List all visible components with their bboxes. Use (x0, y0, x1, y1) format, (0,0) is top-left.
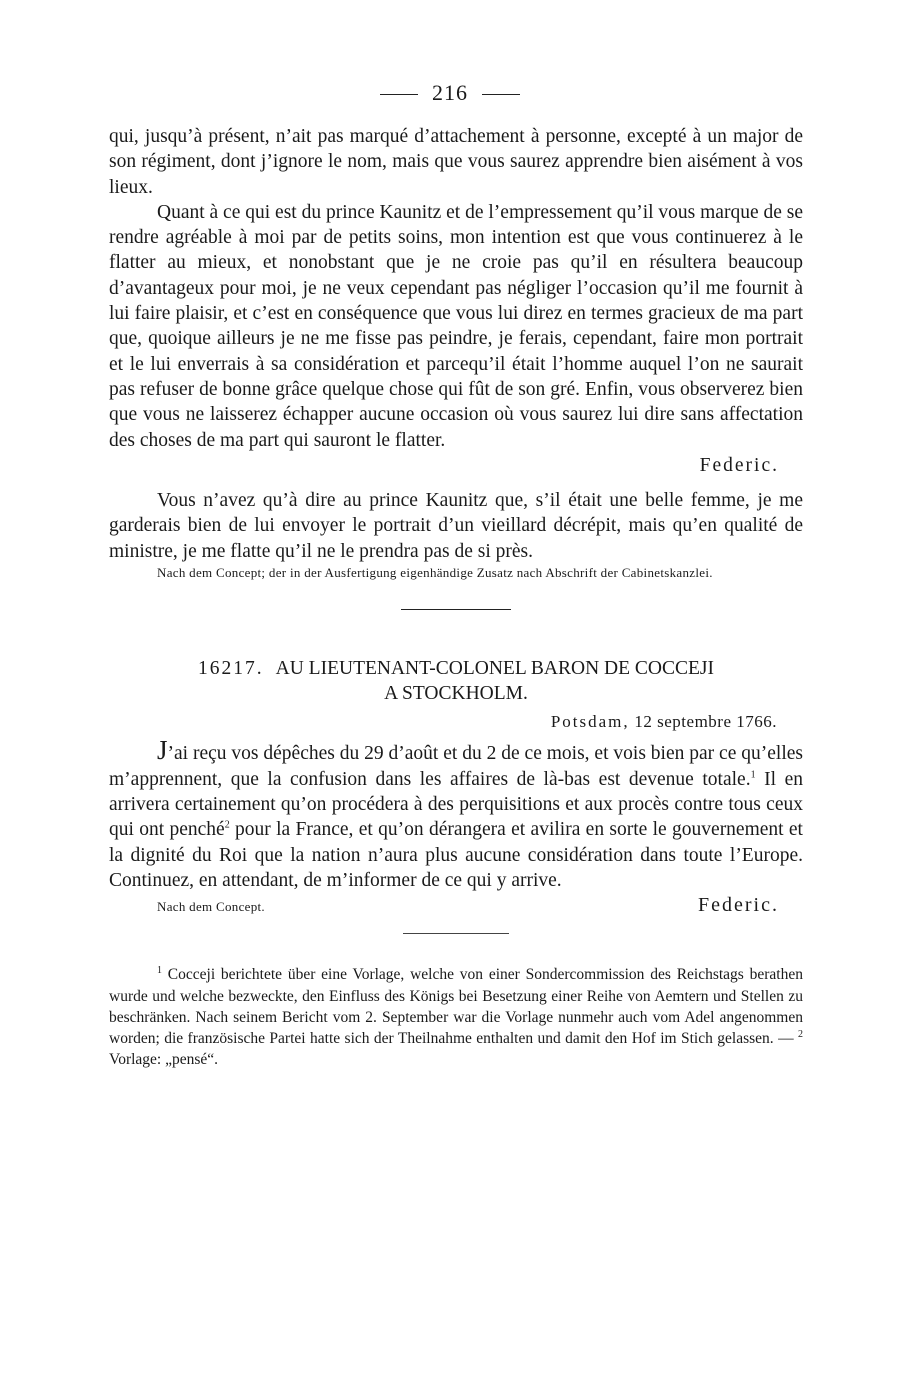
letter1-signature: Federic. (699, 454, 779, 476)
page-number: 216 (432, 80, 468, 105)
letter2-date: 12 septembre 1766. (634, 712, 777, 732)
section-divider (401, 609, 511, 610)
letter2-source-note: Nach dem Concept. (157, 899, 265, 915)
letter2-dateline (109, 709, 803, 734)
footnote-2: Vorlage: „pensé“. (109, 1051, 219, 1069)
letter2-body-b: Il en arrivera certainement qu’on procédera à des perquisitions et aux procès contre tous ceux qui ont penché (109, 768, 803, 841)
page-header (0, 80, 900, 106)
footnote-ref-1: 1 (750, 769, 756, 781)
footnote-divider (403, 933, 509, 934)
letter1-paragraph-1: qui, jusqu’à présent, n’ait pas marqué d’attachement à personne, excepté à un major de son régiment, dont j’ignore le nom, mais que vous saurez apprendre bien aisément à vos lieux. (109, 126, 803, 198)
letter2-heading (109, 656, 803, 706)
header-dash-right (482, 94, 520, 95)
header-dash-left (380, 94, 418, 95)
letter2-body-c: pour la France, et qu’on dérangera et avilira en sorte le gouvernement et la dignité du Roi que la nation n’aura plus aucune considération dans toute l’Europe. Continuez, en attendant, de m’informer de ce qui y arrive. (109, 819, 803, 891)
letter2-place: Potsdam, (550, 712, 630, 732)
footnote-mark-1: 1 (157, 965, 162, 977)
letter2-closing (109, 893, 803, 919)
page-body (109, 124, 803, 1070)
footnotes (109, 964, 803, 1070)
footnote-1: Cocceji berichtete über eine Vorlage, welche von einer Sondercommission des Reichstags berathen wurde und welche bezweckte, den Einfluss des Königs bei Besetzung einer Reihe von Aemtern und Stellen zu beschränken. Nach seinem Bericht vom 2. September war die Vorlage nunmehr auch vom Adel angenommen worden; die französische Partei hatte sich der Theilnahme enthalten und damit den Hof im Stich gelassen. — (109, 966, 803, 1048)
letter2-body (109, 735, 803, 893)
letter2-title-line1: AU LIEUTENANT-COLONEL BARON DE COCCEJI (275, 658, 714, 680)
letter2-title-line2: A STOCKHOLM. (384, 683, 528, 705)
letter1-paragraph-2: Quant à ce qui est du prince Kaunitz et de l’empressement qu’il vous marque de se rendre agréable à moi par de petits soins, mon intention est que vous continuerez à le flatter au mieux, et nonobstant que je ne croie pas qu’il en résultera beaucoup d’avantageux pour moi, je ne veux cependant pas négliger l’occasion qu’il me fournit à lui faire plaisir, et c’est en conséquence que vous lui direz en termes gracieux de ma part que, quoique ailleurs je ne me fisse pas peindre, je ferais, cependant, faire mon portrait et le lui enverrais à sa considération et parcequ’il était l’homme auquel l’on ne saurait pas refuser de bonne grâce quelque chose qui fût de son gré. Enfin, vous observerez bien que vous ne laisserez échapper aucune occasion où vous saurez lui dire sans affectation des choses de ma part qui sauront le flatter. (109, 201, 803, 451)
footnote-text (109, 964, 803, 1070)
footnote-ref-2: 2 (224, 819, 230, 831)
letter2-number: 16217. (198, 658, 264, 680)
letter2-body-a: ’ai reçu vos dépêches du 29 d’août et du 2 de ce mois, et vois bien par ce qu’elles m’apprennent, que la confusion dans les affaires de là-bas est devenue totale. (109, 743, 803, 790)
letter1-postscript: Vous n’avez qu’à dire au prince Kaunitz que, s’il était une belle femme, je me garderais bien de lui envoyer le portrait d’un vieillard décrépit, mais qu’en qualité de ministre, je me flatte qu’il ne le prendra pas de si près. (109, 490, 803, 562)
letter2-dropcap: J (157, 735, 168, 766)
footnote-mark-2: 2 (798, 1028, 803, 1040)
letter1-source-note: Nach dem Concept; der in der Ausfertigung eigenhändige Zusatz nach Abschrift der Cabinetskanzlei. (157, 565, 713, 581)
letter2-signature: Federic. (698, 894, 779, 917)
